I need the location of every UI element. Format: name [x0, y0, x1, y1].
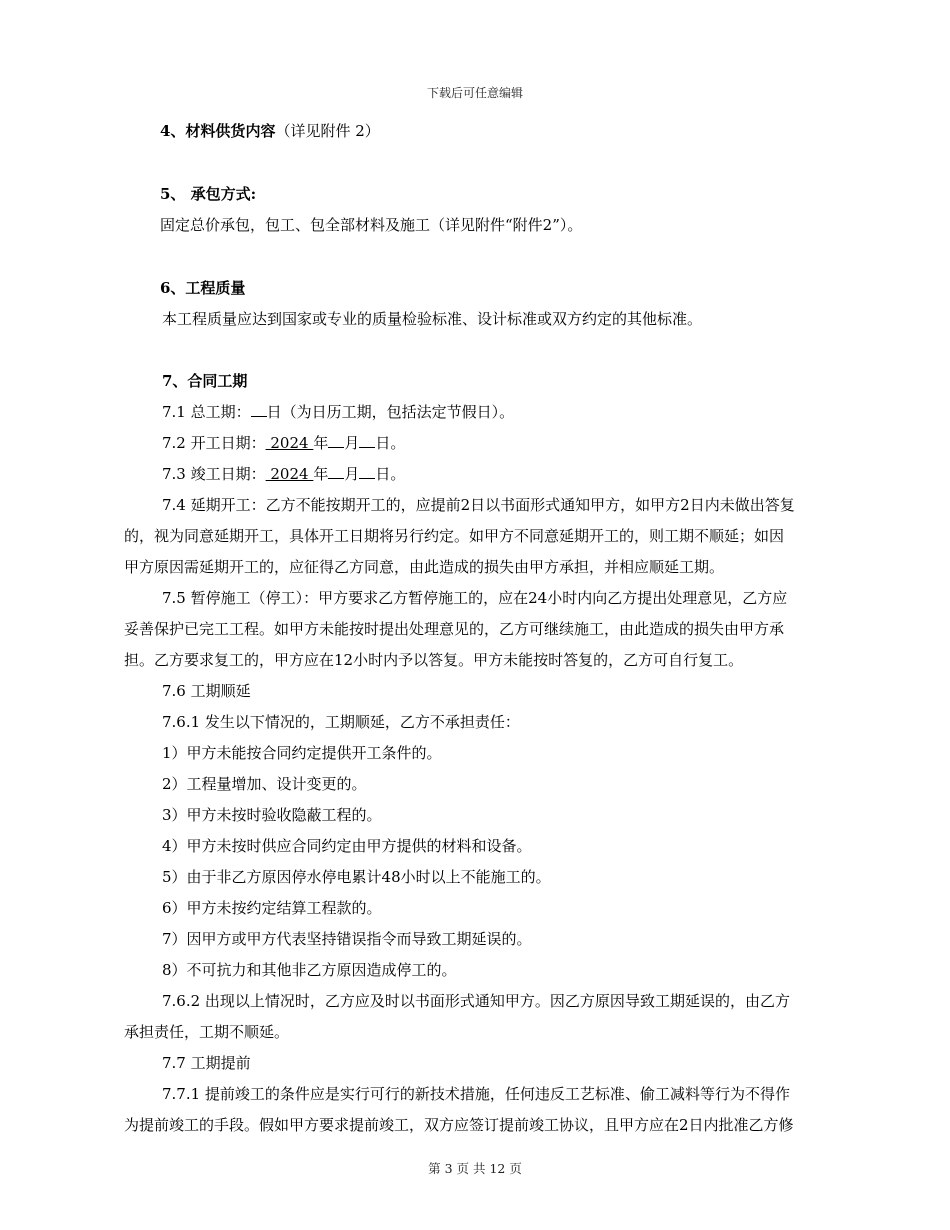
start-year: 2024: [265, 434, 314, 452]
year-label: 年: [313, 434, 329, 452]
clause-7-7-1-line-1: 7.7.1 提前竣工的条件应是实行可行的新技术措施，任何违反工艺标准、偷工减料等行为不得作: [162, 1085, 790, 1103]
list-item: 6）甲方未按约定结算工程款的。: [162, 899, 382, 917]
end-year: 2024: [265, 465, 314, 483]
clause-7-1-text: 日（为日历工期，包括法定节假日）。: [266, 403, 515, 421]
clause-7-4-line-3: 甲方原因需延期开工的，应征得乙方同意，由此造成的损失由甲方承担，并相应顺延工期。: [124, 558, 725, 576]
blank-field: [251, 402, 267, 417]
clause-7-7-1-line-2: 为提前竣工的手段。假如甲方要求提前竣工，双方应签订提前竣工协议，且甲方应在2日内批准乙方修: [124, 1116, 794, 1134]
section-5-title: 5、 承包方式:: [160, 185, 257, 203]
clause-7-6-2-line-1: 7.6.2 出现以上情况时，乙方应及时以书面形式通知甲方。因乙方原因导致工期延误的，由乙方: [162, 992, 790, 1010]
blank-field: [328, 464, 344, 479]
section-4-note: （详见附件 2）: [275, 122, 380, 140]
section-6-title: 6、工程质量: [160, 279, 246, 297]
clause-7-6: 7.6 工期顺延: [162, 682, 251, 700]
list-item: 1）甲方未能按合同约定提供开工条件的。: [162, 744, 442, 762]
section-4-title: 4、材料供货内容: [160, 122, 276, 140]
clause-7-3-label: 7.3 竣工日期：: [162, 465, 266, 483]
list-item: 3）甲方未按时验收隐蔽工程的。: [162, 806, 382, 824]
clause-7-7: 7.7 工期提前: [162, 1054, 251, 1072]
clause-7-6-2-line-2: 承担责任，工期不顺延。: [124, 1023, 290, 1041]
day-label: 日。: [375, 465, 406, 483]
blank-field: [359, 433, 375, 448]
clause-7-2-label: 7.2 开工日期：: [162, 434, 266, 452]
month-label: 月: [344, 434, 360, 452]
clause-7-6-1: 7.6.1 发生以下情况的，工期顺延，乙方不承担责任：: [162, 713, 520, 731]
clause-7-3: [162, 464, 405, 484]
page-footer: 第 3 页 共 12 页: [428, 1161, 522, 1176]
year-label: 年: [313, 465, 329, 483]
month-label: 月: [344, 465, 360, 483]
clause-7-4-line-2: 的，视为同意延期开工，具体开工日期将另行约定。如甲方不同意延期开工的，则工期不顺延；如因: [124, 527, 785, 545]
clause-7-5-line-1: 7.5 暂停施工（停工）：甲方要求乙方暂停施工的，应在24小时内向乙方提出处理意见，乙方应: [162, 589, 788, 607]
clause-7-4-line-1: 7.4 延期开工：乙方不能按期开工的，应提前2日以书面形式通知甲方，如甲方2日内未做出答复: [162, 496, 795, 514]
clause-7-1: [162, 402, 514, 422]
section-7-title: 7、合同工期: [162, 372, 248, 390]
section-5-body: 固定总价承包，包工、包全部材料及施工（详见附件“附件2”）。: [160, 216, 583, 234]
clause-7-2: [162, 433, 405, 453]
list-item: 5）由于非乙方原因停水停电累计48小时以上不能施工的。: [162, 868, 551, 886]
list-item: 8）不可抗力和其他非乙方原因造成停工的。: [162, 961, 457, 979]
clause-7-5-line-2: 妥善保护已完工工程。如甲方未能按时提出处理意见的，乙方可继续施工，由此造成的损失由甲方承: [124, 620, 785, 638]
clause-7-5-line-3: 担。乙方要求复工的，甲方应在12小时内予以答复。甲方未能按时答复的，乙方可自行复工。: [124, 651, 744, 669]
list-item: 2）工程量增加、设计变更的。: [162, 775, 367, 793]
blank-field: [328, 433, 344, 448]
day-label: 日。: [375, 434, 406, 452]
list-item: 4）甲方未按时供应合同约定由甲方提供的材料和设备。: [162, 837, 532, 855]
section-6-body: 本工程质量应达到国家或专业的质量检验标准、设计标准或双方约定的其他标准。: [162, 310, 703, 328]
section-4: [160, 121, 380, 141]
list-item: 7）因甲方或甲方代表坚持错误指令而导致工期延误的。: [162, 930, 532, 948]
blank-field: [359, 464, 375, 479]
page-header: 下载后可任意编辑: [426, 86, 523, 100]
clause-7-1-label: 7.1 总工期：: [162, 403, 251, 421]
